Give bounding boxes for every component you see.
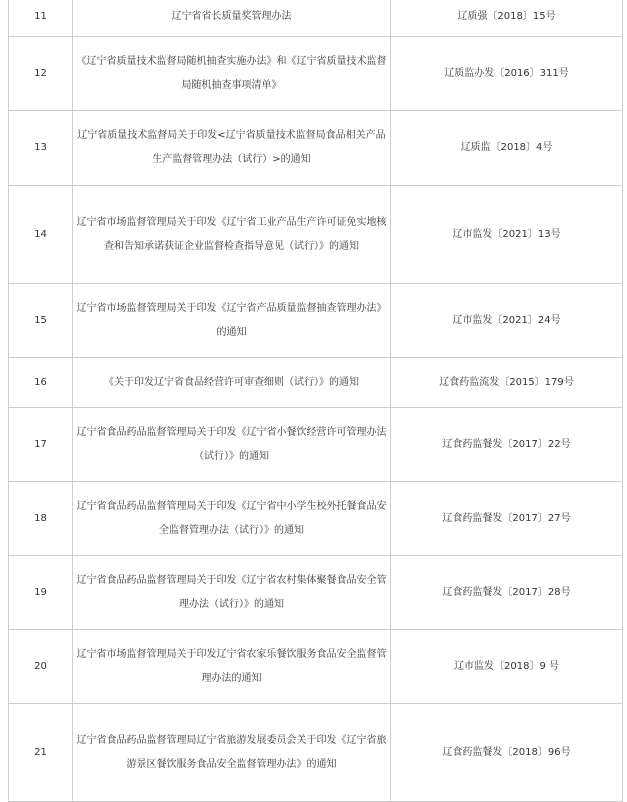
table-row [9,482,623,556]
table-row [9,704,623,802]
document-code: 辽食药监餐发〔2017〕27号 [391,482,623,556]
table-row [9,186,623,284]
row-number: 20 [9,630,73,704]
row-number: 11 [9,0,73,37]
table-row [9,408,623,482]
table-row [9,556,623,630]
document-title: 辽宁省食品药品监督管理局辽宁省旅游发展委员会关于印发《辽宁省旅游景区餐饮服务食品安全监督管理办法》的通知 [73,704,391,802]
document-title: 辽宁省市场监督管理局关于印发《辽宁省工业产品生产许可证免实地核查和告知承诺获证企业监督检查指导意见（试行）》的通知 [73,186,391,284]
document-code: 辽质监办发〔2016〕311号 [391,37,623,111]
table-row [9,111,623,186]
row-number: 18 [9,482,73,556]
row-number: 21 [9,704,73,802]
document-title: 辽宁省食品药品监督管理局关于印发《辽宁省中小学生校外托餐食品安全监督管理办法（试行）》的通知 [73,482,391,556]
document-code: 辽质强〔2018〕15号 [391,0,623,37]
row-number: 15 [9,284,73,358]
document-code: 辽市监发〔2018〕9 号 [391,630,623,704]
table-row [9,37,623,111]
document-code: 辽食药监餐发〔2017〕22号 [391,408,623,482]
table-row [9,284,623,358]
row-number: 12 [9,37,73,111]
document-title: 辽宁省食品药品监督管理局关于印发《辽宁省小餐饮经营许可管理办法（试行）》的通知 [73,408,391,482]
document-code: 辽市监发〔2021〕13号 [391,186,623,284]
document-code: 辽食药监流发〔2015〕179号 [391,358,623,408]
row-number: 17 [9,408,73,482]
document-title: 辽宁省省长质量奖管理办法 [73,0,391,37]
document-title: 辽宁省市场监督管理局关于印发辽宁省农家乐餐饮服务食品安全监督管理办法的通知 [73,630,391,704]
document-title: 《辽宁省质量技术监督局随机抽查实施办法》和《辽宁省质量技术监督局随机抽查事项清单》 [73,37,391,111]
document-code: 辽食药监餐发〔2018〕96号 [391,704,623,802]
document-code: 辽质监〔2018〕4号 [391,111,623,186]
table-row [9,0,623,37]
row-number: 16 [9,358,73,408]
document-code: 辽市监发〔2021〕24号 [391,284,623,358]
document-title: 辽宁省质量技术监督局关于印发<辽宁省质量技术监督局食品相关产品生产监督管理办法（试行）>的通知 [73,111,391,186]
document-code: 辽食药监餐发〔2017〕28号 [391,556,623,630]
table-row [9,630,623,704]
document-title: 辽宁省食品药品监督管理局关于印发《辽宁省农村集体聚餐食品安全管理办法（试行）》的通知 [73,556,391,630]
row-number: 14 [9,186,73,284]
document-title: 《关于印发辽宁省食品经营许可审查细则（试行）》的通知 [73,358,391,408]
row-number: 13 [9,111,73,186]
table-row [9,358,623,408]
document-table [8,0,623,802]
document-title: 辽宁省市场监督管理局关于印发《辽宁省产品质量监督抽查管理办法》的通知 [73,284,391,358]
row-number: 19 [9,556,73,630]
